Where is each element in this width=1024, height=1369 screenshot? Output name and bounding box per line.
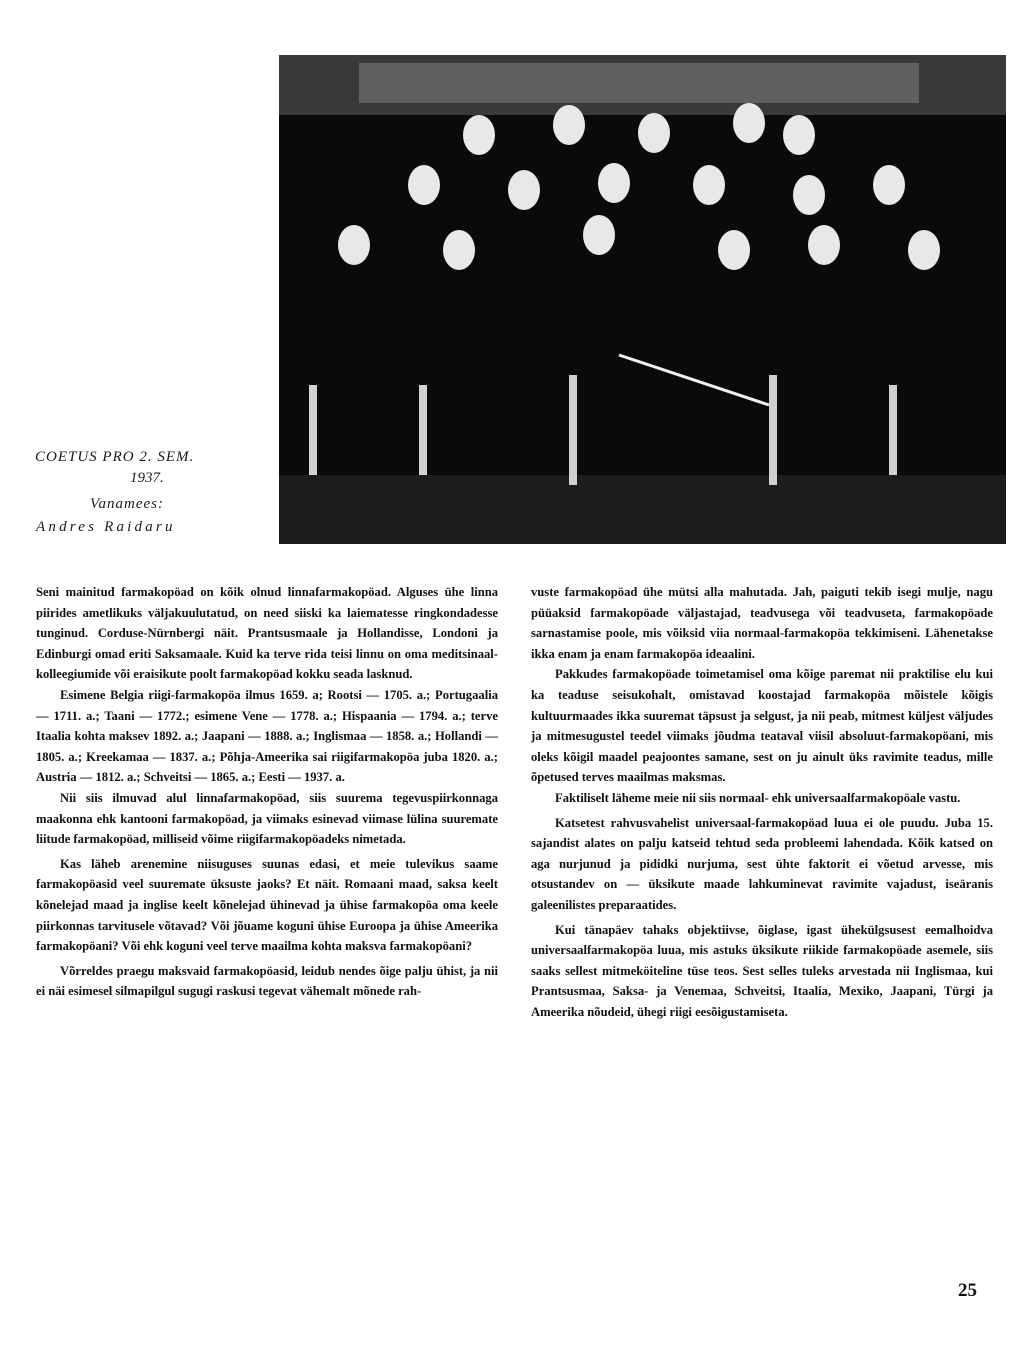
- right-paragraph-5: Kui tänapäev tahaks objektiivse, õiglase, igast ühekülgsusest eemalhoidva universaalfarmakopöa luua, mis astuks üksikute riikide farmakopöade asemele, siis saaks sellest mitmeköiteline tüse teos. Sest selles tuleks arvestada nii Inglismaa, kui Prantsusmaa, Saksa- ja Venemaa, Schveitsi, Itaalia, Mexiko, Jaapani, Türgi ja Ameerika nõudeid, ühegi riigi eesõigustamiseta.: [531, 922, 993, 1019]
- left-paragraph-5: Võrreldes praegu maksvaid farmakopöasid, leidub nendes õige palju ühist, ja nii ei näi esimesel silmapilgul sugugi raskusi tegevat vähemalt mõnede rah-: [36, 963, 498, 999]
- group-photo: [279, 55, 1006, 544]
- caption-label: Vanamees:: [90, 496, 164, 512]
- page-number: 25: [958, 1280, 977, 1301]
- left-paragraph-1: Seni mainitud farmakopöad on kõik olnud linnafarmakopöad. Alguses ühe linna piirides ametlikuks väljakuulutatud, on need siiski ka laiematesse ringkondadesse tunginud. Corduse-Nürnbergi näit. Prantsusmaale ja Hollandisse, Londoni ja Edinburgi omad eriti Saksamaale. Kuid ka terve rida teisi linnu on oma meditsinaal-kolleegiumide või eraisikute poolt farmakopöad kokku seada lasknud.: [36, 585, 498, 682]
- left-paragraph-2: Esimene Belgia riigi-farmakopöa ilmus 1659. a; Rootsi — 1705. a.; Portugaalia — 1711. a.; Taani — 1772.; esimene Vene — 1778. a.; Hispaania — 1794. a.; terve Itaalia kohta maksev 1892. a.; Jaapani — 1888. a.; Inglismaa — 1858. a.; Hollandi — 1805. a.; Kreekamaa — 1837. a.; Põhja-Ameerika sai riigifarmakopöa juba 1820. a.; Austria — 1812. a.; Schveitsi — 1865. a.; Eesti — 1937. a.: [36, 687, 498, 785]
- left-paragraph-4: Kas läheb arenemine niisuguses suunas edasi, et meie tulevikus saame farmakopöasid veel suuremate üksuste jaoks? Et näit. Romaani maad, saksa keelt kõnelejad maad ja inglise keelt kõnelejad ühinevad ja ühise farmakopöa oma keele piirkonnas tarvitusele võtavad? Või jõuame koguni ühise Euroopa ja ühise Ameerika farmakopöani? Või ehk koguni veel terve maailma kohta maksva farmakopöani?: [36, 856, 498, 954]
- group-photo-icon: [279, 55, 1006, 544]
- left-text-column: [36, 582, 498, 1002]
- caption-year: 1937.: [130, 470, 164, 486]
- right-paragraph-3: Faktiliselt läheme meie nii siis normaal- ehk universaalfarmakopöale vastu.: [555, 790, 961, 805]
- right-paragraph-1: vuste farmakopöad ühe mütsi alla mahutada. Jah, paiguti tekib isegi mulje, nagu püüaksid farmakopöade väljastajad, teadvusega või teadvuseta, farmakopöade sarnastamise poole, mis võiksid viia normaal-farmakopöa tekkimiseni. Lähenetakse ikka enam ja enam farmakopöa ideaalini.: [531, 585, 993, 661]
- right-text-column: [531, 582, 993, 1022]
- right-paragraph-4: Katsetest rahvusvahelist universaal-farmakopöad luua ei ole puudu. Juba 15. sajandist alates on palju katseid tehtud seda probleemi lahendada. Kõik katsed on aga nurjunud ja pididki nurjuma, sest ühte faktorit ei võetud arvesse, mis otsustandev on — üksikute maade lahkuminevat ravimite vajadust, iseäranis galeenilistes preparaatides.: [531, 815, 993, 912]
- left-paragraph-3: Nii siis ilmuvad alul linnafarmakopöad, siis suurema tegevuspiirkonnaga maakonna ehk kantooni farmakopöad, ja viimaks esinevad viimase lülina suuremate liitude farmakopöad, milliseid võime riigifarmakopöadeks nimetada.: [36, 790, 498, 847]
- caption-name: Andres Raidaru: [36, 519, 176, 535]
- right-paragraph-2: Pakkudes farmakopöade toimetamisel oma kõige paremat nii praktilise elu kui ka teaduse seisukohalt, omistavad koostajad farmakopöa mõistele kõigis kultuurmaades ikka suuremat täpsust ja selgust, ja nii peab, mitmest küljest väljudes ja mitmesugustel teedel viimaks jõudma teataval viisil absoluut-farmakopöani, mis oleks kõigil maadel peajoontes samane, sest on ju ainult üks ravimite teadus, mille õpetused terves maailmas maksmas.: [531, 667, 993, 785]
- caption-title: COETUS PRO 2. SEM.: [35, 449, 195, 465]
